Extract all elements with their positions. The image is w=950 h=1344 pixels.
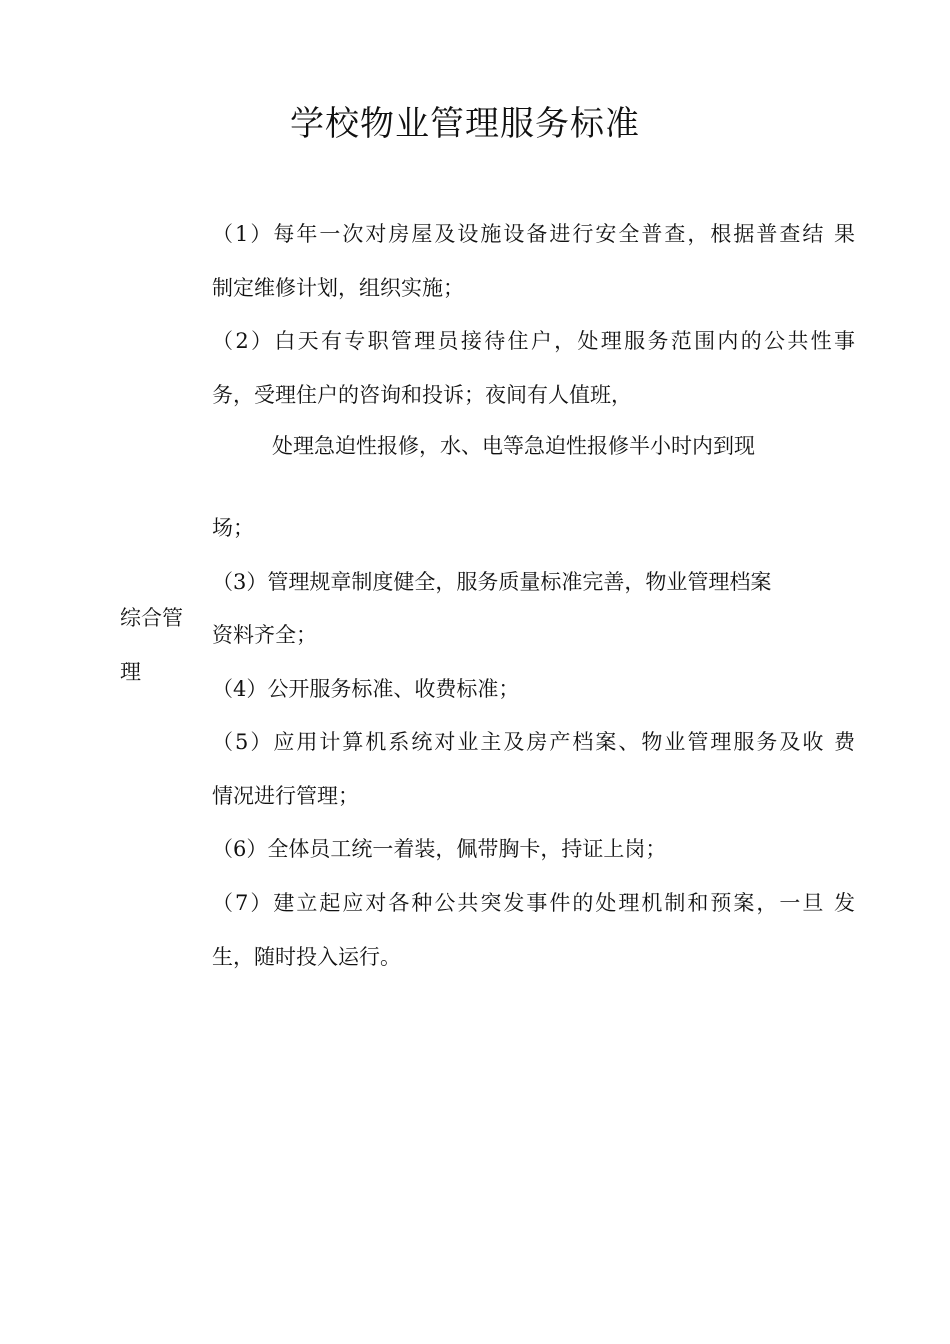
text-line-13: （7）建立起应对各种公共突发事件的处理机制和预案，一旦 发 [212,891,855,915]
category-label-line2: 理 [120,660,141,684]
text-line-11: 情况进行管理； [212,784,359,808]
text-line-8: 资料齐全； [212,623,317,647]
text-line-10: （5）应用计算机系统对业主及房产档案、物业管理服务及收 费 [212,730,855,754]
document-title: 学校物业管理服务标准 [290,104,640,144]
text-line-6: 场； [212,516,254,540]
text-line-2: 制定维修计划，组织实施； [212,276,464,300]
text-line-7: （3）管理规章制度健全，服务质量标准完善，物业管理档案 [212,570,772,594]
text-line-12: （6）全体员工统一着装，佩带胸卡，持证上岗； [212,837,667,861]
text-line-3: （2）白天有专职管理员接待住户，处理服务范围内的公共性事 [212,329,855,353]
text-line-14: 生，随时投入运行。 [212,945,401,969]
text-line-5: 处理急迫性报修，水、电等急迫性报修半小时内到现 [272,434,755,458]
text-line-4: 务，受理住户的咨询和投诉；夜间有人值班， [212,383,632,407]
category-label-line1: 综合管 [120,606,183,630]
text-line-1: （1）每年一次对房屋及设施设备进行安全普查，根据普查结 果 [212,222,855,246]
text-line-9: （4）公开服务标准、收费标准； [212,677,520,701]
